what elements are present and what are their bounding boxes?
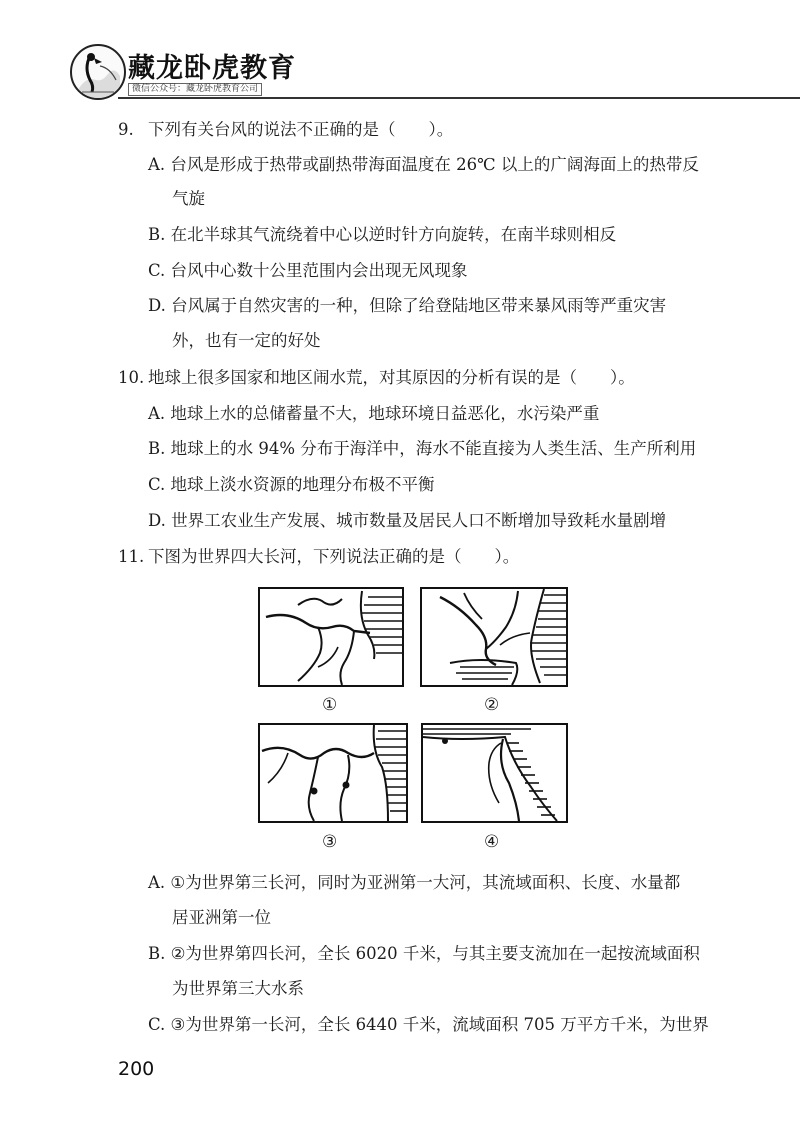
river-map-icon <box>420 587 568 687</box>
q11-option-c-line-1: C. ③为世界第一长河，全长 6440 千米，流域面积 705 万平方千米，为世界 <box>148 1015 709 1034</box>
brand-subtitle: 微信公众号：藏龙卧虎教育公司 <box>128 83 262 96</box>
river-map-4 <box>421 723 568 823</box>
map-1-label: ① <box>322 695 338 715</box>
page-header <box>0 0 800 110</box>
map-4-label: ④ <box>484 832 500 852</box>
map-3-label: ③ <box>322 832 338 852</box>
brand-title: 藏龙卧虎教育 <box>128 53 296 84</box>
q10-option-c: C. 地球上淡水资源的地理分布极不平衡 <box>148 475 435 494</box>
brand-logo-icon <box>70 44 126 100</box>
q11-option-b-line-2: 为世界第三大水系 <box>172 979 304 998</box>
q9-option-d-line-1: D. 台风属于自然灾害的一种，但除了给登陆地区带来暴风雨等严重灾害 <box>148 296 667 315</box>
page-number: 200 <box>118 1058 155 1080</box>
q11-option-a-line-2: 居亚洲第一位 <box>172 908 271 927</box>
q10-option-a: A. 地球上水的总储蓄量不大，地球环境日益恶化，水污染严重 <box>148 404 600 423</box>
header-divider <box>118 97 800 99</box>
river-map-icon <box>258 723 408 823</box>
river-map-1 <box>258 587 404 687</box>
q9-option-d-line-2: 外，也有一定的好处 <box>172 331 321 350</box>
q9-option-a-line-1: A. 台风是形成于热带或副热带海面温度在 26℃ 以上的广阔海面上的热带反 <box>148 155 699 174</box>
river-map-2 <box>420 587 568 687</box>
q10-option-d: D. 世界工农业生产发展、城市数量及居民人口不断增加导致耗水量剧增 <box>148 511 667 530</box>
map-2-label: ② <box>484 695 500 715</box>
question-stem-text: 下列有关台风的说法不正确的是（ ）。 <box>148 120 454 139</box>
question-stem-text: 下图为世界四大长河，下列说法正确的是（ ）。 <box>148 547 520 566</box>
q9-option-c: C. 台风中心数十公里范围内会出现无风现象 <box>148 261 468 280</box>
river-map-icon <box>421 723 568 823</box>
q11-option-b-line-1: B. ②为世界第四长河，全长 6020 千米，与其主要支流加在一起按流域面积 <box>148 944 700 963</box>
q9-option-b: B. 在北半球其气流绕着中心以逆时针方向旋转，在南半球则相反 <box>148 225 617 244</box>
question-10-stem <box>118 367 635 389</box>
question-number: 11. <box>118 547 145 566</box>
q11-option-a-line-1: A. ①为世界第三长河，同时为亚洲第一大河，其流域面积、长度、水量都 <box>148 873 681 892</box>
question-11-stem <box>118 546 519 568</box>
question-9-stem <box>118 119 453 141</box>
river-map-icon <box>258 587 404 687</box>
q9-option-a-line-2: 气旋 <box>172 189 205 208</box>
river-map-3 <box>258 723 408 823</box>
question-number: 9. <box>118 120 134 139</box>
question-stem-text: 地球上很多国家和地区闹水荒，对其原因的分析有误的是（ ）。 <box>148 368 635 387</box>
question-number: 10. <box>118 368 145 387</box>
q10-option-b: B. 地球上的水 94% 分布于海洋中，海水不能直接为人类生活、生产所利用 <box>148 439 697 458</box>
